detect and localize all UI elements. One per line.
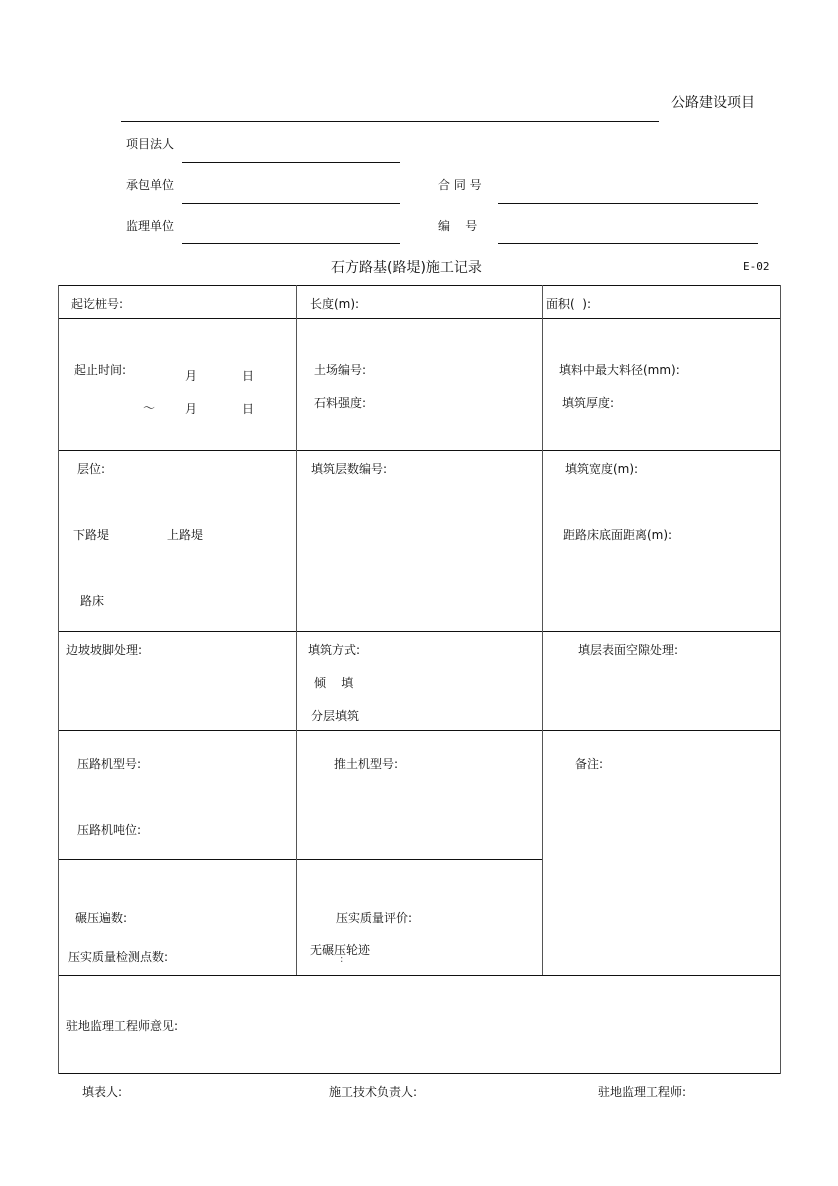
max-size-label: 填料中最大料径(mm): [559, 363, 680, 377]
roller-model-label: 压路机型号: [77, 757, 142, 771]
supervisor-label: 监理单位 [126, 219, 175, 233]
test-points-label: 压实质量检测点数: [68, 950, 169, 964]
form-code: E-02 [743, 260, 770, 273]
roller-tonnage-label: 压路机吨位: [77, 823, 142, 837]
contractor-label: 承包单位 [126, 178, 175, 192]
layered-fill-option[interactable]: 分层填筑 [311, 709, 360, 723]
column-divider-1 [296, 285, 297, 975]
start-day: 日 [242, 369, 255, 383]
row-divider-4 [58, 730, 781, 731]
fill-width-label: 填筑宽度(m): [565, 462, 639, 476]
project-owner-label: 项目法人 [126, 137, 175, 151]
serial-no-field[interactable] [498, 243, 758, 244]
project-title: 公路建设项目 [671, 95, 755, 111]
row-divider-6 [58, 975, 781, 976]
distance-label: 距路床底面距离(m): [563, 528, 673, 542]
filled-by-label: 填表人: [82, 1085, 123, 1099]
row-divider-5 [58, 859, 542, 860]
end-day: 日 [242, 402, 255, 416]
project-title-line [121, 121, 659, 122]
form-title: 石方路基(路堤)施工记录 [331, 260, 482, 276]
serial-no-label: 编 号 [438, 219, 478, 233]
remarks-label: 备注: [575, 757, 604, 771]
time-label: 起止时间: [74, 363, 127, 377]
no-tracks-colon: : [340, 954, 344, 965]
engineer-label: 驻地监理工程师: [598, 1085, 687, 1099]
void-treatment-label: 填层表面空隙处理: [578, 643, 679, 657]
supervisor-field[interactable] [182, 243, 400, 244]
contract-no-label: 合 同 号 [438, 178, 482, 192]
no-tracks-option[interactable]: 无碾压轮迹 [310, 943, 371, 957]
date-range-tilde: ～ [143, 401, 156, 415]
column-divider-2 [542, 285, 543, 975]
table-border-left [58, 285, 59, 1074]
tech-lead-label: 施工技术负责人: [329, 1085, 418, 1099]
fill-thickness-label: 填筑厚度: [562, 396, 615, 410]
table-border-right [780, 285, 781, 1074]
borrow-pit-label: 土场编号: [314, 363, 367, 377]
contract-no-field[interactable] [498, 203, 758, 204]
layer-no-label: 填筑层数编号: [311, 462, 388, 476]
area-label: 面积( ): [546, 297, 592, 311]
project-owner-field[interactable] [182, 162, 400, 163]
table-border-bottom [58, 1073, 781, 1074]
upper-embankment-option[interactable]: 上路堤 [167, 528, 204, 542]
roll-passes-label: 碾压遍数: [75, 911, 128, 925]
contractor-field[interactable] [182, 203, 400, 204]
stone-strength-label: 石料强度: [314, 396, 367, 410]
bulldozer-model-label: 推土机型号: [334, 757, 399, 771]
start-month: 月 [185, 369, 198, 383]
layer-label: 层位: [77, 462, 106, 476]
length-label: 长度(m): [310, 297, 360, 311]
lower-embankment-option[interactable]: 下路堤 [73, 528, 110, 542]
row-divider-1 [58, 318, 781, 319]
dump-fill-option[interactable]: 倾 填 [314, 676, 354, 690]
row-divider-3 [58, 631, 781, 632]
slope-toe-label: 边坡坡脚处理: [66, 643, 143, 657]
table-border-top [58, 285, 781, 286]
station-label: 起讫桩号: [71, 297, 124, 311]
fill-method-label: 填筑方式: [308, 643, 361, 657]
engineer-opinion-label: 驻地监理工程师意见: [66, 1019, 179, 1033]
roadbed-option[interactable]: 路床 [80, 594, 105, 608]
row-divider-2 [58, 450, 781, 451]
end-month: 月 [185, 402, 198, 416]
quality-eval-label: 压实质量评价: [336, 911, 413, 925]
